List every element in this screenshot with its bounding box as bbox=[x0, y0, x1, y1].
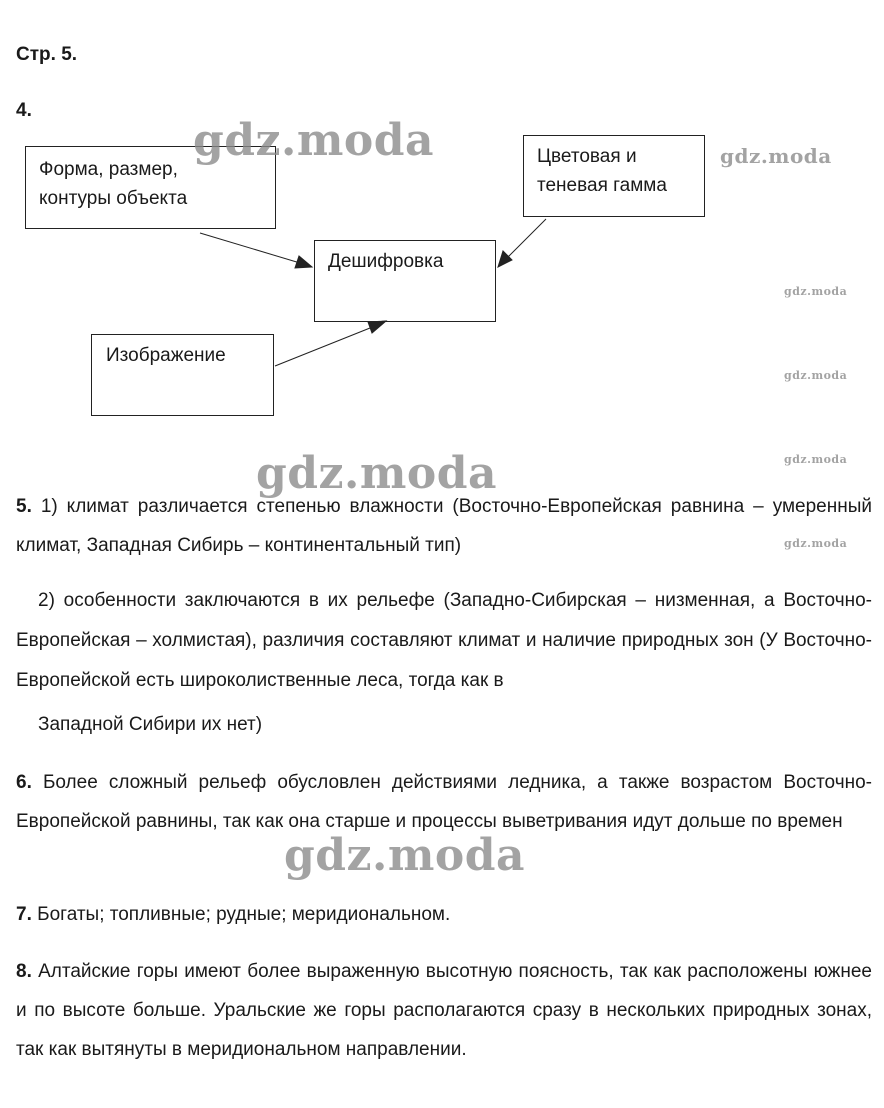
diagram-box-decoding bbox=[314, 240, 496, 322]
answer-7 bbox=[16, 895, 872, 934]
answer-6-text: Более сложный рельеф обусловлен действиями ледника, а также возрастом Восточно-Европейской равнины, так как она старше и процессы выветривания идут дольше по времен bbox=[16, 772, 872, 832]
arrowhead-image-to-decoding-icon bbox=[368, 321, 386, 333]
arrow-shape-to-decoding bbox=[200, 233, 300, 263]
watermark-small-4: gdz.moda bbox=[784, 537, 848, 550]
diagram-box-decoding-label: Дешифровка bbox=[328, 251, 444, 272]
diagram-box-color-tone-line1: Цветовая и bbox=[537, 146, 637, 167]
watermark-medium: gdz.moda bbox=[720, 144, 832, 168]
watermark-large-1: gdz.moda bbox=[193, 115, 435, 166]
watermark-small-1: gdz.moda bbox=[784, 285, 848, 298]
answer-5-number: 5. bbox=[16, 496, 32, 517]
answer-6-number: 6. bbox=[16, 772, 32, 793]
arrowhead-shape-to-decoding-icon bbox=[295, 256, 312, 268]
diagram-box-color-tone-line2: теневая гамма bbox=[537, 175, 667, 196]
diagram-box-color-tone bbox=[523, 135, 705, 217]
watermark-small-3: gdz.moda bbox=[784, 453, 848, 466]
page-label: Стр. 5. bbox=[16, 44, 78, 65]
task-4-number: 4. bbox=[16, 100, 32, 121]
arrowhead-color-to-decoding-icon bbox=[498, 251, 512, 267]
answer-8 bbox=[16, 952, 872, 1069]
answer-8-text: Алтайские горы имеют более выраженную высотную поясность, так как расположены южнее и по высоте больше. Уральские же горы располагаются сразу в нескольких природных зонах, так как вытянуты в меридиональном направлении. bbox=[16, 961, 872, 1060]
answer-7-text: Богаты; топливные; рудные; меридиональном. bbox=[37, 904, 451, 925]
diagram-box-shape-size-line2: контуры объекта bbox=[39, 188, 188, 209]
watermark-small-2: gdz.moda bbox=[784, 369, 848, 382]
answer-8-number: 8. bbox=[16, 961, 32, 982]
answer-5-part1-text: 1) климат различается степенью влажности (Восточно-Европейская равнина – умеренный климат, Западная Сибирь – континентальный тип) bbox=[16, 496, 872, 556]
diagram-box-shape-size-line1: Форма, размер, bbox=[39, 159, 178, 180]
answer-5-part2-last-line: Западной Сибири их нет) bbox=[38, 714, 263, 735]
watermark-large-2: gdz.moda bbox=[256, 448, 498, 499]
diagram-box-image-label: Изображение bbox=[106, 345, 226, 366]
arrow-color-to-decoding bbox=[507, 219, 546, 258]
watermark-large-3: gdz.moda bbox=[284, 830, 526, 881]
diagram-box-image bbox=[91, 334, 274, 416]
answer-7-number: 7. bbox=[16, 904, 32, 925]
arrow-image-to-decoding bbox=[275, 326, 375, 366]
answer-5-part2 bbox=[16, 581, 872, 745]
answer-5-part2-text: 2) особенности заключаются в их рельефе (Западно-Сибирская – низменная, а Восточно-Европейская – холмистая), различия составляют климат и наличие природных зон (У Восточно-Европейской есть широколиственные леса, тогда как в bbox=[16, 590, 872, 691]
